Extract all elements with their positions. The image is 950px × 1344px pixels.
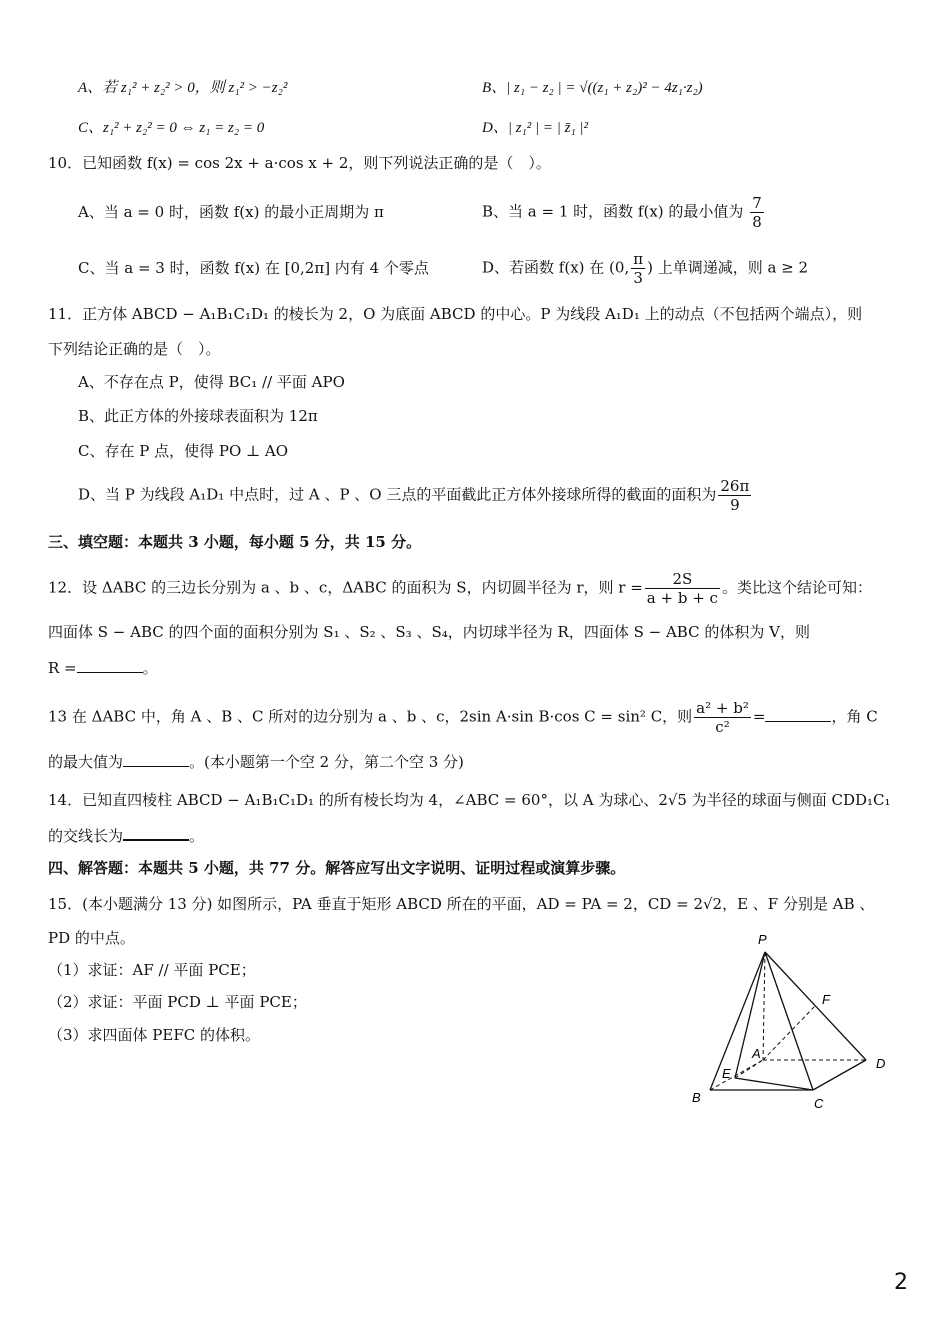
edge-ba [710,1060,763,1090]
edge-ec [735,1078,813,1090]
q15-part3: （3）求四面体 PEFC 的体积。 [48,1026,261,1044]
answer-blank [765,707,831,722]
q10-option-d: D、若函数 f(x) 在 (0, $\frac{\pi}{3}$ ) 上单调递减，则 a ≥ 2 [482,250,809,287]
q9-option-c: C、z₁² + z₂² = 0 ⇔ z₁ = z₂ = 0 [78,120,265,136]
edge-pa [763,952,765,1060]
q15-part2: （2）求证：平面 PCD ⊥ 平面 PCE； [48,993,307,1011]
q9-option-d: D、| z₁² | = | z̄₁ |² [482,120,589,136]
label-f: F [822,992,830,1007]
q15-line2: PD 的中点。 [48,929,135,947]
q10-option-c: C、当 a = 3 时，函数 f(x) 在 [0,2π] 内有 4 个零点 [78,259,429,277]
q11-option-c: C、存在 P 点，使得 PO ⊥ AO [78,442,289,460]
label-e: E [722,1066,731,1081]
label-c: C [814,1096,824,1111]
answer-blank [77,658,143,673]
q12-line1: 12．设 ΔABC 的三边长分别为 a 、b 、c，ΔABC 的面积为 S，内切圆半径为 r，则 r = $\frac{2S}{a + b + c}$ 。类比这个结论可知： [48,570,872,607]
page-number: 2 [894,1270,908,1295]
q15-line1: 15．(本小题满分 13 分) 如图所示，PA 垂直于矩形 ABCD 所在的平面，AD = PA = 2，CD = 2√2，E 、F 分别是 AB 、 [48,895,875,913]
q11-stem-line2: 下列结论正确的是（ ）。 [48,340,221,358]
label-p: P [758,932,767,947]
fraction-pi-3: $\frac{\pi}{3}$ [633,250,644,287]
edge-pd [765,952,866,1060]
fraction-26pi-9: $\frac{26\pi}{9}$ [720,477,750,514]
q14-line2: 的交线长为 。 [48,827,205,845]
q9-option-b: B、| z₁ − z₂ | = √((z₁ + z₂)² − 4z₁·z₂) [482,80,703,96]
fraction-2s: $\frac{2S}{a + b + c}$ [646,570,718,607]
section-4-heading: 四、解答题：本题共 5 小题，共 77 分。解答应写出文字说明、证明过程或演算步骤。 [48,859,626,877]
label-b: B [692,1090,701,1105]
label-a: A [752,1046,761,1061]
q13-line2: 的最大值为 。(本小题第一个空 2 分，第二个空 3 分) [48,753,464,771]
edge-cd [813,1060,866,1090]
q10-stem: 10．已知函数 f(x) = cos 2x + a·cos x + 2，则下列说法正确的是（ ）。 [48,154,551,172]
q15-part1: （1）求证：AF // 平面 PCE； [48,961,256,979]
answer-blank [123,825,189,841]
q11-option-a: A、不存在点 P，使得 BC₁ // 平面 APO [78,373,345,391]
q14-line1: 14．已知直四棱柱 ABCD − A₁B₁C₁D₁ 的所有棱长均为 4，∠ABC = 60°，以 A 为球心、2√5 为半径的球面与侧面 CDD₁C₁ [48,791,891,809]
q10-option-a: A、当 a = 0 时，函数 f(x) 的最小正周期为 π [78,203,384,221]
q9-option-a: A、若 z₁² + z₂² > 0，则 z₁² > −z₂² [78,80,288,96]
q12-line2: 四面体 S − ABC 的四个面的面积分别为 S₁ 、S₂ 、S₃ 、S₄，内切球半径为 R，四面体 S − ABC 的体积为 V，则 [48,623,810,641]
section-3-heading: 三、填空题：本题共 3 小题，每小题 5 分，共 15 分。 [48,533,422,551]
pyramid-figure [680,930,900,1115]
q13-line1: 13 在 ΔABC 中，角 A 、B 、C 所对的边分别为 a 、b 、c，2sin A·sin B·cos C = sin² C，则 $\frac{\text{a² + b²}}{\text{c²}}$ = ，角 C [48,699,878,736]
q11-option-d: D、当 P 为线段 A₁D₁ 中点时，过 A 、P 、O 三点的平面截此正方体外接球所得的截面的面积为 $\frac{26\pi}{9}$ [78,477,750,514]
fraction-7-8: $\frac{7}{8}$ [752,194,762,231]
q11-stem-line1: 11．正方体 ABCD − A₁B₁C₁D₁ 的棱长为 2，O 为底面 ABCD 的中心。P 为线段 A₁D₁ 上的动点（不包括两个端点），则 [48,305,863,323]
answer-blank [123,752,189,767]
label-d: D [876,1056,886,1071]
q12-line3: R = 。 [48,659,158,677]
q10-option-b: B、当 a = 1 时，函数 f(x) 的最小值为 $\frac{7}{8}$ [482,194,762,231]
edge-af [763,1006,815,1060]
fraction-a2b2-c2: $\frac{\text{a² + b²}}{\text{c²}}$ [696,699,749,736]
q11-option-b: B、此正方体的外接球表面积为 12π [78,407,318,425]
